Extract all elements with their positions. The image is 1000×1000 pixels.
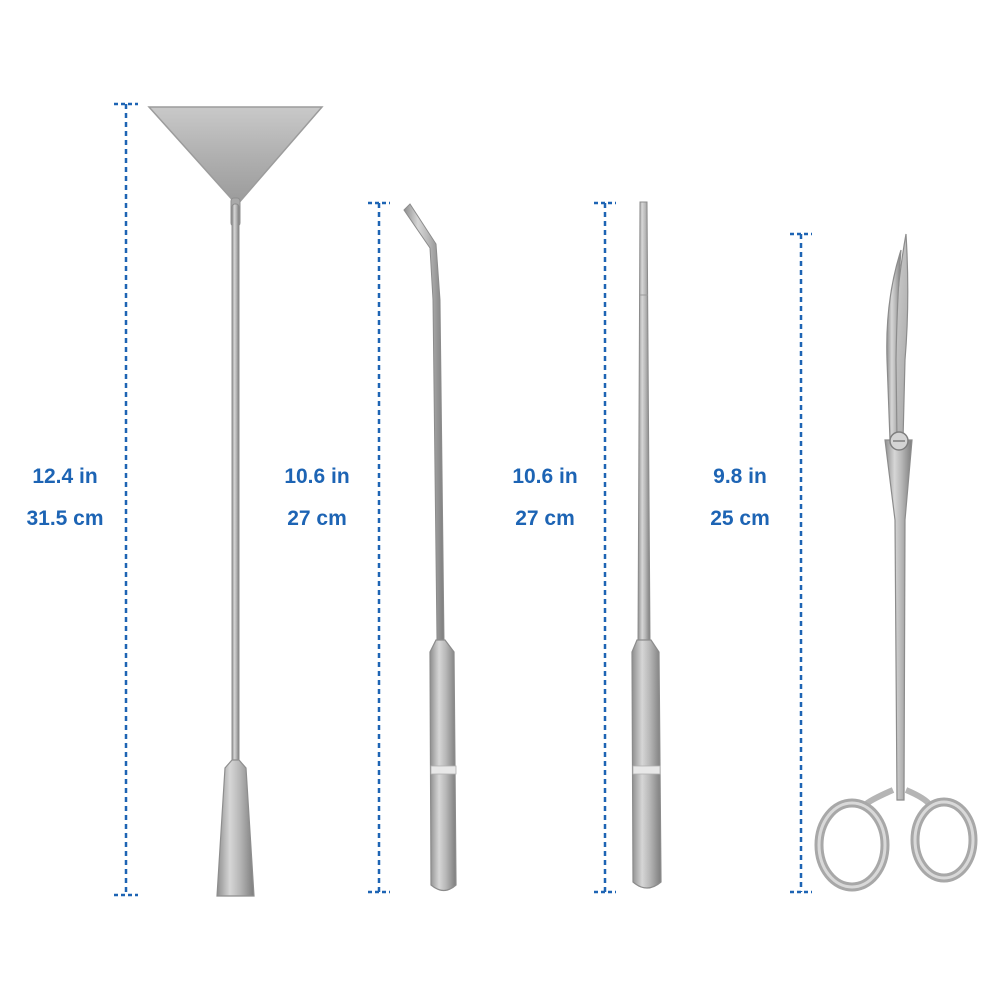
straight-tweezers-length-inches: 10.6 in bbox=[512, 465, 578, 488]
straight-tweezers-image bbox=[632, 202, 661, 888]
scissors-length-cm: 25 cm bbox=[710, 507, 770, 530]
scissors-length-inches: 9.8 in bbox=[713, 465, 767, 488]
straight-tweezers-length-cm: 27 cm bbox=[515, 507, 575, 530]
dimension-line-4 bbox=[790, 234, 812, 892]
spatula-scraper-image bbox=[149, 107, 322, 896]
curved-tweezers-length-cm: 27 cm bbox=[287, 507, 347, 530]
curved-tweezers-image bbox=[404, 204, 456, 891]
dimension-line-2 bbox=[368, 203, 390, 892]
spatula-length-cm: 31.5 cm bbox=[26, 507, 104, 530]
dimension-line-1 bbox=[114, 104, 138, 895]
dimension-line-3 bbox=[594, 203, 616, 892]
spatula-length-inches: 12.4 in bbox=[32, 465, 98, 488]
curved-tweezers-length-inches: 10.6 in bbox=[284, 465, 350, 488]
curved-scissors-image bbox=[819, 234, 973, 887]
